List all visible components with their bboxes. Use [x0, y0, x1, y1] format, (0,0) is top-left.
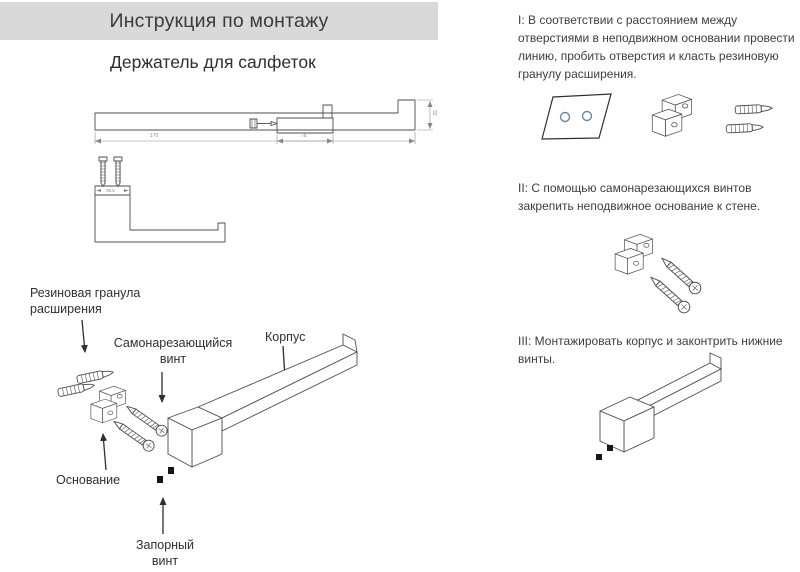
step-2-text: II: С помощью самонарезающихся винтов закрепить неподвижное основание к стене.	[518, 181, 761, 213]
page-title: Инструкция по монтажу	[109, 9, 329, 32]
anchor-icon	[76, 368, 114, 384]
technical-views-drawing	[85, 92, 455, 272]
lock-screw-icon	[607, 445, 613, 451]
label-tapping-screw: Самонарезающийся винт	[113, 336, 233, 367]
assembled-holder-icon	[600, 353, 721, 452]
step-3-text: III: Монтажировать корпус и законтрить нижние винты.	[518, 334, 783, 366]
step-1-illustration	[523, 88, 790, 168]
front-view-bracket	[95, 195, 225, 242]
base-block-icon	[91, 386, 126, 423]
lock-screw-icon	[168, 467, 174, 474]
dim-depth: 78	[301, 133, 307, 139]
base-block-icon	[652, 94, 691, 136]
lock-screw-icon	[157, 476, 163, 483]
end-view-body	[277, 105, 333, 133]
dim-hole-spacing: 38.5	[106, 188, 115, 193]
anchor-icon	[726, 123, 763, 133]
label-rubber-granule: Резиновая гранула расширения	[30, 286, 141, 317]
front-view-studs	[99, 157, 122, 187]
base-arrow	[103, 434, 106, 470]
label-base: Основание	[56, 473, 121, 487]
end-view-screw-icon	[250, 119, 277, 128]
label-lock-screw: Запорный винт	[135, 538, 195, 569]
step-1-text: I: В соответствии с расстоянием между отверстиями в неподвижном основании провести линию, пробить отверстия и класть резиновую гранулу расширения.	[518, 13, 795, 81]
granule-arrow	[82, 320, 85, 352]
base-block-icon	[615, 234, 652, 274]
title-band	[0, 2, 438, 40]
dim-length: 170	[150, 133, 159, 139]
step-3-illustration	[580, 348, 792, 478]
wall-plate-icon	[542, 94, 611, 139]
label-body: Корпус	[265, 330, 306, 344]
product-name: Держатель для салфеток	[110, 52, 316, 72]
lock-screw-icon	[596, 454, 602, 460]
dim-height: 32	[431, 110, 437, 116]
anchor-icon	[57, 381, 95, 397]
anchor-icon	[735, 104, 772, 114]
step-2-illustration	[598, 228, 773, 328]
